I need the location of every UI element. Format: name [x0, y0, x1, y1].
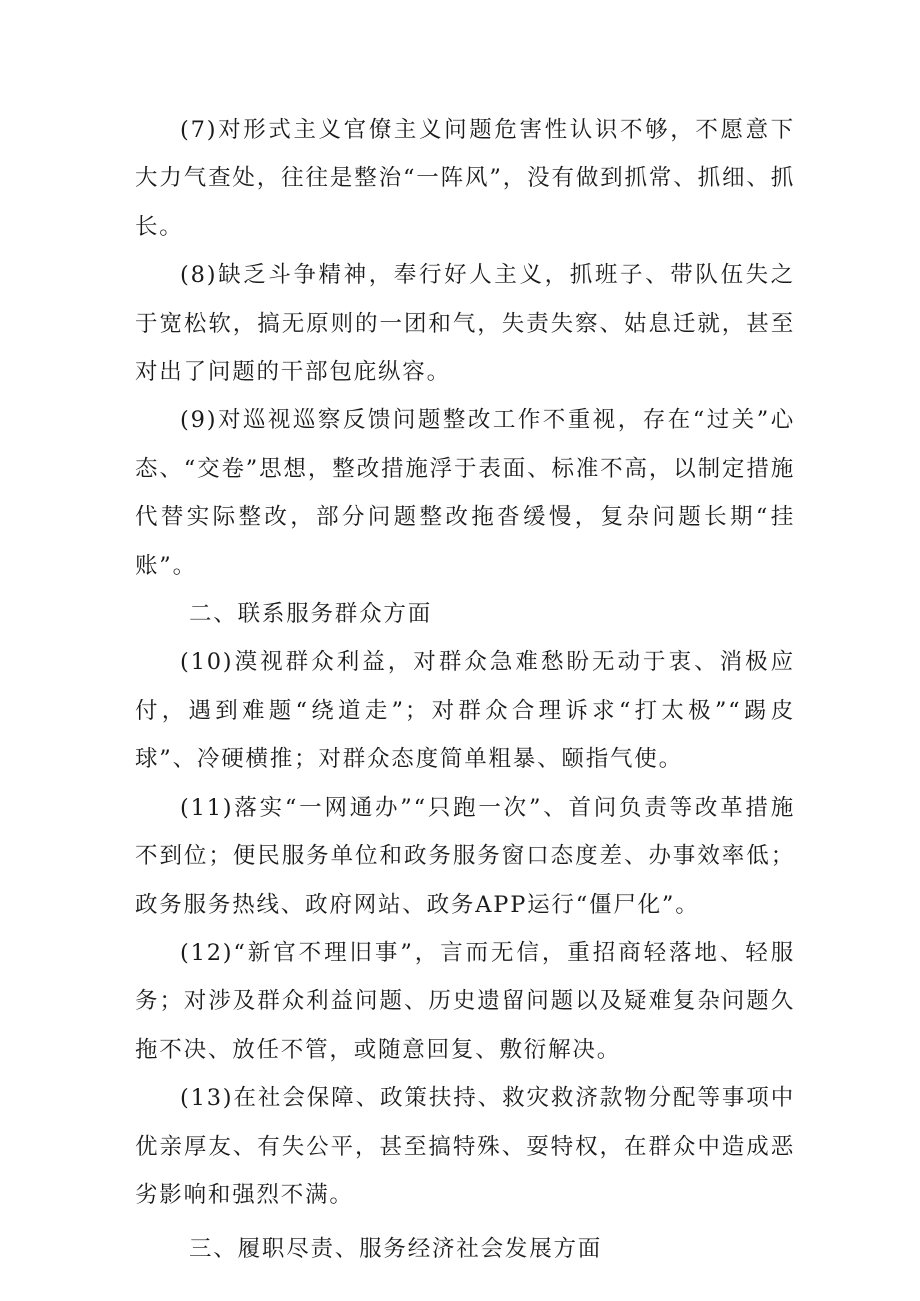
- paragraph-7: (7)对形式主义官僚主义问题危害性认识不够，不愿意下大力气查处，往往是整治“一阵风”，没有做到抓常、抓细、抓长。: [135, 117, 795, 240]
- paragraph-13: (13)在社会保障、政策扶持、救灾救济款物分配等事项中优亲厚友、有失公平，甚至搞特殊、耍特权，在群众中造成恶劣影响和强烈不满。: [135, 1085, 795, 1208]
- section-heading-3: 三、履职尽责、服务经济社会发展方面: [189, 1236, 603, 1263]
- paragraph-12: (12)“新官不理旧事”，言而无信，重招商轻落地、轻服务；对涉及群众利益问题、历史遗留问题以及疑难复杂问题久拖不决、放任不管，或随意回复、敷衍解决。: [135, 939, 795, 1063]
- paragraph-8: (8)缺乏斗争精神，奉行好人主义，抓班子、带队伍失之于宽松软，搞无原则的一团和气，失责失察、姑息迁就，甚至对出了问题的干部包庇纵容。: [135, 262, 795, 386]
- paragraph-9: (9)对巡视巡察反馈问题整改工作不重视，存在“过关”心态、“交卷”思想，整改措施浮于表面、标准不高，以制定措施代替实际整改，部分问题整改拖沓缓慢，复杂问题长期“挂账”。: [135, 407, 795, 579]
- section-heading-2: 二、联系服务群众方面: [189, 601, 433, 628]
- document-body: [135, 106, 795, 1274]
- paragraph-10: (10)漠视群众利益，对群众急难愁盼无动于衷、消极应付，遇到难题“绕道走”；对群众合理诉求“打太极”“踢皮球”、冷硬横推；对群众态度简单粗暴、颐指气使。: [135, 649, 795, 773]
- paragraph-11: (11)落实“一网通办”“只跑一次”、首问负责等改革措施不到位；便民服务单位和政务服务窗口态度差、办事效率低；政务服务热线、政府网站、政务APP运行“僵尸化”。: [135, 794, 795, 918]
